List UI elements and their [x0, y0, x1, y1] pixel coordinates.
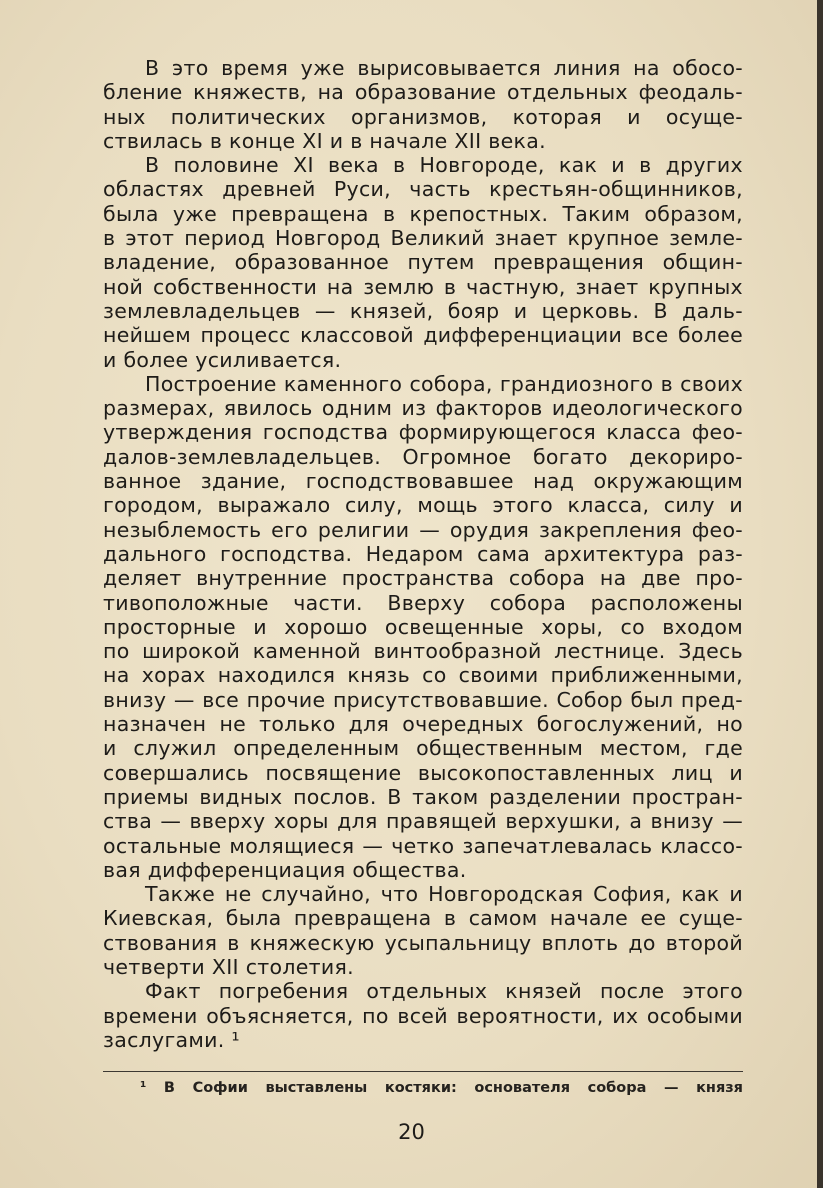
text-line: В это время уже вырисовывается линия на обосо-	[145, 56, 743, 80]
text-line: утверждения господства формирующегося класса фео-	[103, 420, 743, 445]
text-line: Также не случайно, что Новгородская София, как и	[145, 882, 743, 907]
text-line: просторные и хорошо освещенные хоры, со входом	[103, 614, 743, 639]
text-line: ной собственности на землю в частную, знает крупных	[103, 274, 743, 299]
footnote: ¹ В Софии выставлены костяки: основателя собора — князя	[140, 1080, 743, 1096]
text-line: Построение каменного собора, грандиозного в своих	[145, 371, 743, 396]
text-line: была уже превращена в крепостных. Таким образом,	[103, 201, 743, 226]
text-line: бление княжеств, на образование отдельных феодаль-	[103, 80, 743, 105]
text-line: приемы видных послов. В таком разделении простран-	[103, 784, 743, 809]
text-line: далов-землевладельцев. Огромное богато декориро-	[103, 444, 743, 469]
body-text	[103, 56, 743, 1052]
text-line: ванное здание, господствовавшее над окружающим	[103, 469, 743, 494]
text-line: Киевская, была превращена в самом начале ее суще-	[103, 906, 743, 931]
text-line: областях древней Руси, часть крестьян-общинников,	[103, 177, 743, 202]
text-line: размерах, явилось одним из факторов идеологического	[103, 396, 743, 421]
text-line: внизу — все прочие присутствовавшие. Собор был пред-	[103, 687, 743, 712]
text-line: городом, выражало силу, мощь этого класса, силу и	[103, 493, 743, 518]
text-line: в этот период Новгород Великий знает крупное земле-	[103, 226, 743, 251]
text-line: и служил определенным общественным местом, где	[103, 736, 743, 761]
text-line: нейшем процесс классовой дифференциации все более	[103, 323, 743, 348]
text-line: на хорах находился князь со своими приближенными,	[103, 663, 743, 688]
text-line: вая дифференциация общества.	[103, 857, 467, 882]
text-line: незыблемость его религии — орудия закрепления фео-	[103, 517, 743, 542]
text-line: ства — вверху хоры для правящей верхушки, а внизу —	[103, 809, 743, 834]
text-line: ствилась в конце XI и в начале XII века.	[103, 128, 546, 153]
text-line: четверти XII столетия.	[103, 954, 354, 979]
text-line: землевладельцев — князей, бояр и церковь. В даль-	[103, 298, 743, 323]
text-line: тивоположные части. Вверху собора расположены	[103, 590, 743, 615]
text-line: В половине XI века в Новгороде, как и в других	[145, 153, 743, 178]
text-line: деляет внутренние пространства собора на две про-	[103, 566, 743, 591]
text-line: владение, образованное путем превращения общин-	[103, 250, 743, 275]
text-line: ствования в княжескую усыпальницу вплоть до второй	[103, 930, 743, 955]
text-line: по широкой каменной винтообразной лестнице. Здесь	[103, 639, 743, 664]
text-line: совершались посвящение высокопоставленных лиц и	[103, 760, 743, 785]
text-line: и более усиливается.	[103, 347, 342, 372]
page-edge-shadow	[817, 0, 823, 1188]
text-line: времени объясняется, по всей вероятности, их особыми	[103, 1003, 743, 1028]
text-line: остальные молящиеся — четко запечатлевалась классо-	[103, 833, 743, 858]
text-line: назначен не только для очередных богослужений, но	[103, 712, 743, 737]
text-line: Факт погребения отдельных князей после этого	[145, 979, 743, 1004]
page-number: 20	[398, 1120, 425, 1144]
footnote-divider	[103, 1071, 743, 1072]
text-line: ных политических организмов, которая и осуще-	[103, 104, 743, 129]
text-line: дального господства. Недаром сама архитектура раз-	[103, 541, 743, 566]
text-line: заслугами. ¹	[103, 1027, 240, 1052]
